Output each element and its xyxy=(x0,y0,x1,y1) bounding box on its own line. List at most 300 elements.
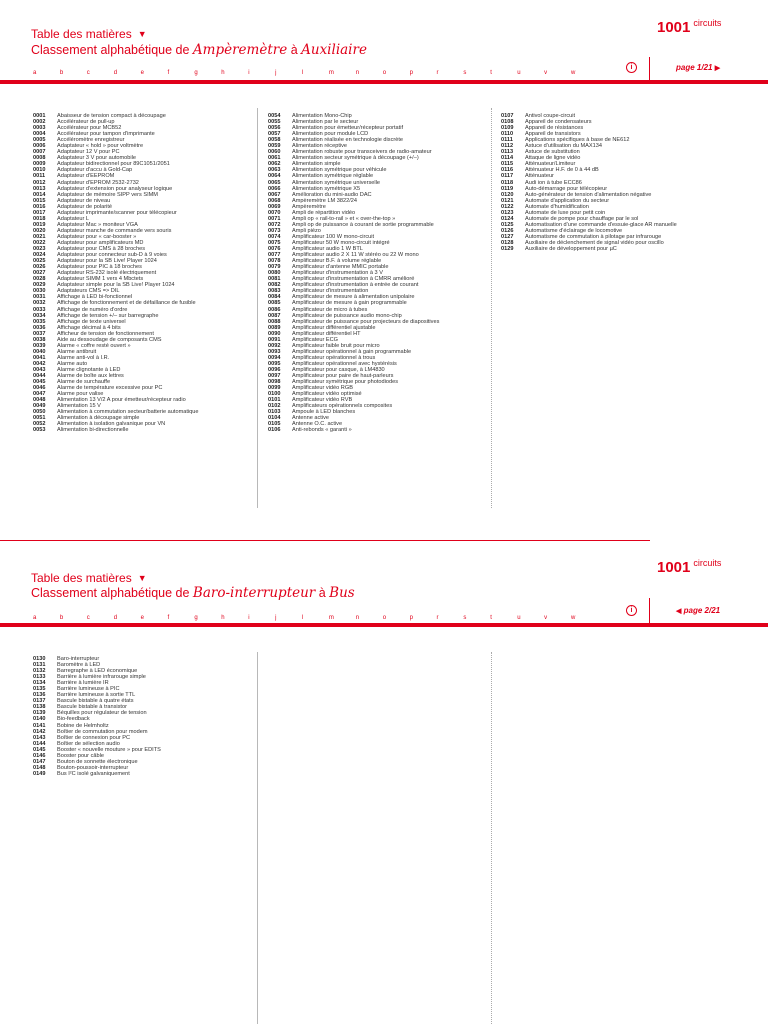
entry-title: Alimentation symétrique X5 xyxy=(292,185,361,192)
entry-number: 0096 xyxy=(268,366,281,373)
letter-link-m[interactable]: m xyxy=(328,615,334,621)
entry-number: 0053 xyxy=(33,427,46,434)
entry-number: 0123 xyxy=(501,209,514,216)
entry-title: Adaptateur 12 V pour PC xyxy=(57,149,120,156)
prev-page-icon[interactable]: ◀ xyxy=(676,608,682,615)
entry-number: 0003 xyxy=(33,125,46,132)
entry-number: 0073 xyxy=(268,227,281,234)
entry-title: Automatisme de commutation à pilotage par infrarouge xyxy=(525,233,662,240)
entry-title: Barrière à lumière IR xyxy=(57,680,109,687)
entry-title: Affichage décimal à 4 bits xyxy=(57,324,121,331)
entry-number: 0028 xyxy=(33,276,46,283)
entry-title: Antenne active xyxy=(292,415,330,422)
letter-link-m[interactable]: m xyxy=(328,70,334,76)
letter-link-r[interactable]: r xyxy=(436,70,439,76)
entry-number: 0051 xyxy=(33,415,46,422)
entry-number: 0040 xyxy=(33,348,46,355)
next-page-icon[interactable]: ▶ xyxy=(714,65,721,72)
entry-title: Alarme antibruit xyxy=(57,348,97,355)
entry-title: Alimentation simple xyxy=(292,161,341,168)
brand-sup: circuits xyxy=(693,18,722,28)
entry-number: 0115 xyxy=(501,161,514,168)
caret-down-icon[interactable]: ▼ xyxy=(137,29,147,39)
entry-title: Affichage de texte universel xyxy=(57,318,126,325)
letter-link-p[interactable]: p xyxy=(409,70,413,76)
entry-title: Bobine de Helmholtz xyxy=(57,722,109,729)
entry-title: Amplificateur vidéo optimisé xyxy=(292,391,362,398)
entry-number: 0038 xyxy=(33,336,46,343)
entry-title: Adaptateur Mac » moniteur VGA xyxy=(57,221,138,228)
entry-number: 0130 xyxy=(33,656,46,662)
entry-title: Affichage à LED bi-fonctionnel xyxy=(57,294,133,301)
entry-number: 0035 xyxy=(33,318,46,325)
entry-title: Automate d'humidification xyxy=(525,203,589,210)
entry-number: 0131 xyxy=(33,662,46,669)
info-circle-icon[interactable]: i xyxy=(626,605,637,616)
entry-title: Aide au dessoudage de composants CMS xyxy=(57,336,162,343)
entry-number: 0025 xyxy=(33,258,46,265)
entry-number: 0052 xyxy=(33,421,46,428)
entry-number: 0044 xyxy=(33,373,46,380)
entry-number: 0024 xyxy=(33,252,46,259)
entry-title: Bascule bistable à quatre états xyxy=(57,698,134,705)
entry-number: 0077 xyxy=(268,252,281,259)
entry-number: 0117 xyxy=(501,173,514,180)
entry-number: 0075 xyxy=(268,239,281,246)
range-end: Bus xyxy=(329,585,355,601)
page-indicator[interactable] xyxy=(676,63,720,72)
entry-title: Adaptateurs CMS => DIL xyxy=(57,288,120,295)
entry-title: Amplificateur de puissance pour projecteurs de diapositives xyxy=(292,318,440,325)
entry-number: 0116 xyxy=(501,167,514,174)
entry-number: 0084 xyxy=(268,294,281,301)
entry-title: Appareil de condensateurs xyxy=(525,119,592,126)
entry-title: Ampli op « rail-to-rail » et « over-the-top » xyxy=(292,215,396,222)
entry-number: 0072 xyxy=(268,221,281,228)
toc-subtitle xyxy=(31,585,355,601)
entry-number: 0089 xyxy=(268,324,281,331)
entry-number: 0080 xyxy=(268,270,281,277)
entry-title: Accéléromètre enregistreur xyxy=(57,137,125,144)
entry-number: 0020 xyxy=(33,227,46,234)
entry-title: Appareil de résistances xyxy=(525,125,584,132)
entry-number: 0122 xyxy=(501,203,514,210)
subtitle-mid: à xyxy=(287,43,302,57)
entry-number: 0032 xyxy=(33,300,46,307)
entry-number: 0004 xyxy=(33,131,46,138)
entry-title: Auxiliaire de développement pour µC xyxy=(525,246,617,253)
entry-title: Alimentation symétrique pour véhicule xyxy=(292,167,387,174)
entry-number: 0062 xyxy=(268,161,281,168)
entry-title: Boîtier de connexion pour PC xyxy=(57,734,131,741)
entry-title: Adaptateur de niveau xyxy=(57,197,111,204)
letter-link-u[interactable]: u xyxy=(517,70,521,76)
header-band xyxy=(0,623,768,627)
entry-number: 0132 xyxy=(33,668,46,675)
range-end: Auxiliaire xyxy=(301,42,367,58)
entry-title: Atténuateur xyxy=(525,173,554,180)
entry-title: Barregraphe à LED économique xyxy=(57,668,138,675)
entry-title: Amélioration du mini-audio DAC xyxy=(292,191,372,198)
header-divider xyxy=(649,57,650,81)
letter-link-p[interactable]: p xyxy=(409,615,413,621)
entry-title: Amplificateur pour paire de haut-parleurs xyxy=(292,373,394,380)
entry-title: Adaptateur d'EEPROM xyxy=(57,173,115,180)
entry-title: Alimentation pour émetteur/récepteur portatif xyxy=(292,125,404,132)
letter-link-h[interactable]: h xyxy=(221,70,225,76)
toc-title-text: Table des matières xyxy=(31,571,132,585)
entry-number: 0119 xyxy=(501,185,514,192)
entry-title: Alimentation à découpage simple xyxy=(57,415,140,422)
entry-title: Auxiliaire de déclenchement de signal vidéo pour oscillo xyxy=(525,239,664,246)
entry-title: Adaptateur pour amplificateurs MD xyxy=(57,239,144,246)
entry-title: Bus I²C isolé galvaniquement xyxy=(57,770,130,777)
entry-number: 0042 xyxy=(33,360,46,367)
entry-number: 0021 xyxy=(33,233,46,240)
entry-number: 0016 xyxy=(33,203,46,210)
letter-link-b[interactable]: b xyxy=(59,615,64,621)
entry-number: 0091 xyxy=(268,336,281,343)
letter-link-f[interactable]: f xyxy=(167,615,170,621)
entry-number: 0019 xyxy=(33,221,46,228)
entry-number: 0128 xyxy=(501,239,514,246)
letter-link-i[interactable]: i xyxy=(248,615,250,621)
caret-down-icon[interactable]: ▼ xyxy=(137,573,147,583)
entry-number: 0023 xyxy=(33,246,46,253)
entry-number: 0018 xyxy=(33,215,46,222)
entry-title: Affichage de fonctionnement et de défaillance de fusible xyxy=(57,300,196,307)
letter-link-d[interactable]: d xyxy=(113,70,118,76)
entry-number: 0093 xyxy=(268,348,281,355)
entry-number: 0135 xyxy=(33,686,46,693)
entry-number: 0090 xyxy=(268,330,281,337)
entry-title: Alarme anti-vol à I.R. xyxy=(57,354,110,361)
entry-title: Alimentation réalisée en technologie discrète xyxy=(292,137,404,144)
entry-number: 0124 xyxy=(501,215,514,222)
letter-link-g[interactable]: g xyxy=(194,70,198,76)
entry-number: 0109 xyxy=(501,125,514,132)
entry-number: 0125 xyxy=(501,221,514,228)
entry-number: 0107 xyxy=(501,113,514,119)
brand-logo xyxy=(657,558,721,576)
entry-number: 0105 xyxy=(268,421,281,428)
letter-link-e[interactable]: e xyxy=(140,70,144,76)
entry-title: Alarme de boîte aux lettres xyxy=(57,373,124,380)
entry-title: Adaptateur de mémoire SIPP vers SIMM xyxy=(57,191,158,198)
entry-title: Boîtier de commutation pour modem xyxy=(57,728,148,735)
entry-number: 0069 xyxy=(268,203,281,210)
entry-title: Alimentation réceptive xyxy=(292,143,348,150)
entry-title: Affichage de tension +/– sur barregraphe xyxy=(57,312,159,319)
entry-number: 0137 xyxy=(33,698,46,705)
entry-number: 0078 xyxy=(268,258,281,265)
subtitle-prefix: Classement alphabétique de xyxy=(31,586,193,600)
entry-title: Auto-démarrage pour télécopieur xyxy=(525,185,608,192)
entry-title: Alimentation bi-directionnelle xyxy=(57,427,129,434)
entry-number: 0112 xyxy=(501,143,514,150)
entry-title: Accélérateur pour tampon d'imprimante xyxy=(57,131,155,138)
entry-number: 0092 xyxy=(268,342,281,349)
entry-number: 0043 xyxy=(33,366,46,373)
info-circle-icon[interactable]: i xyxy=(626,62,637,73)
entry-title: Amplificateur B.F. à volume réglable xyxy=(292,258,382,265)
entry-title: Abaisseur de tension compact à découpage xyxy=(57,113,166,119)
entry-number: 0133 xyxy=(33,674,46,681)
letter-link-f[interactable]: f xyxy=(167,70,170,76)
entry-number: 0146 xyxy=(33,752,46,759)
entry-title: Alimentation 15 V xyxy=(57,403,101,410)
entry-number: 0041 xyxy=(33,354,46,361)
entry-title: Alimentation Mono-Chip xyxy=(292,113,352,119)
entry-title: Boîtier de sélection audio xyxy=(57,740,120,747)
entry-number: 0136 xyxy=(33,692,46,699)
entry-number: 0063 xyxy=(268,167,281,174)
entry-number: 0047 xyxy=(33,391,46,398)
letter-link-n[interactable]: n xyxy=(355,615,360,621)
entry-title: Affichage de numéro d'ordre xyxy=(57,306,128,313)
entry-title: Appareil de transistors xyxy=(525,131,581,138)
letter-link-o[interactable]: o xyxy=(382,615,387,621)
letter-link-c[interactable]: c xyxy=(86,615,90,621)
entry-number: 0102 xyxy=(268,403,281,410)
entry-number: 0030 xyxy=(33,288,46,295)
entry-number: 0145 xyxy=(33,746,46,753)
entry-title: Adaptateur pour PIC à 18 broches xyxy=(57,264,142,271)
entry-title: Ampli de répartition vidéo xyxy=(292,209,356,216)
letter-link-l[interactable]: l xyxy=(302,615,304,621)
entry-number: 0026 xyxy=(33,264,46,271)
entry-title: Amplificateur opérationnel à trous xyxy=(292,354,376,361)
entry-number: 0005 xyxy=(33,137,46,144)
toc-title-text: Table des matières xyxy=(31,27,132,41)
entry-number: 0147 xyxy=(33,758,46,765)
entry-title: Bio-feedback xyxy=(57,716,90,723)
entry-number: 0144 xyxy=(33,740,46,747)
letter-link-v[interactable]: v xyxy=(544,70,548,76)
brand-logo xyxy=(657,18,721,36)
entry-number: 0066 xyxy=(268,185,281,192)
letter-link-c[interactable]: c xyxy=(86,70,90,76)
toc-entry[interactable] xyxy=(268,427,439,433)
letter-link-e[interactable]: e xyxy=(140,615,144,621)
entry-title: Amplificateur de mesure à alimentation unipolaire xyxy=(292,294,415,301)
entry-number: 0085 xyxy=(268,300,281,307)
entry-number: 0055 xyxy=(268,119,281,126)
entry-number: 0049 xyxy=(33,403,46,410)
subtitle-prefix: Classement alphabétique de xyxy=(31,43,193,57)
entry-title: Accélérateur de pull-up xyxy=(57,119,115,126)
entry-title: Antivol coupe-circuit xyxy=(525,113,576,119)
entry-number: 0099 xyxy=(268,385,281,392)
entry-title: Applications spécifiques à base de NE612 xyxy=(525,137,630,144)
column-divider-dotted xyxy=(491,652,492,1024)
entry-title: Adaptateur manche de commande vers souris xyxy=(57,227,172,234)
entry-number: 0086 xyxy=(268,306,281,313)
entry-number: 0095 xyxy=(268,360,281,367)
letter-link-w[interactable]: w xyxy=(571,70,576,76)
entry-number: 0070 xyxy=(268,209,281,216)
entry-number: 0031 xyxy=(33,294,46,301)
entry-number: 0079 xyxy=(268,264,281,271)
entry-title: Adaptateur d'EPROM 2532-2732 xyxy=(57,179,139,186)
entry-title: Alimentation symétrique réglable xyxy=(292,173,374,180)
entry-number: 0027 xyxy=(33,270,46,277)
brand-sup: circuits xyxy=(693,558,722,568)
entry-number: 0088 xyxy=(268,318,281,325)
letter-link-a[interactable]: a xyxy=(33,70,37,76)
entry-number: 0068 xyxy=(268,197,281,204)
entry-number: 0017 xyxy=(33,209,46,216)
entry-title: Adaptateur L xyxy=(57,215,90,222)
entry-title: Adaptateur d'extension pour analyseur logique xyxy=(57,185,173,192)
entry-title: Amplificateur audio 2 X 11 W stéréo ou 22 W mono xyxy=(292,252,419,259)
entry-number: 0140 xyxy=(33,716,46,723)
entry-number: 0048 xyxy=(33,397,46,404)
entry-number: 0113 xyxy=(501,149,514,156)
column-divider xyxy=(257,652,258,1024)
entry-number: 0111 xyxy=(501,137,513,144)
entry-number: 0138 xyxy=(33,704,46,711)
letter-link-h[interactable]: h xyxy=(221,615,225,621)
entry-title: Atténuateur H.F. de 0 à 44 dB xyxy=(525,167,599,174)
entry-title: Amplificateur différentiel ajustable xyxy=(292,324,376,331)
entry-number: 0012 xyxy=(33,179,46,186)
entry-title: Amplificateur opérationnel à gain programmable xyxy=(292,348,412,355)
entry-number: 0139 xyxy=(33,710,46,717)
entry-title: Afficheur de tension de fonctionnement xyxy=(57,330,154,337)
entry-title: Audi ion à tube ECC86 xyxy=(525,179,582,186)
entry-title: Amplificateur différentiel HT xyxy=(292,330,361,337)
entry-number: 0149 xyxy=(33,770,46,777)
entry-title: Alimentation pour module LCD xyxy=(292,131,369,138)
toc-title[interactable] xyxy=(31,27,147,41)
entry-title: Amplificateur pour casque, à LM4830 xyxy=(292,366,385,373)
toc-column-1 xyxy=(33,656,161,777)
entry-title: Amplificateur de mesure à gain programmable xyxy=(292,300,407,307)
letter-link-d[interactable]: d xyxy=(113,615,118,621)
toc-column-1 xyxy=(33,113,198,433)
entry-number: 0006 xyxy=(33,143,46,150)
letter-link-o[interactable]: o xyxy=(382,70,387,76)
entry-number: 0067 xyxy=(268,191,281,198)
entry-number: 0118 xyxy=(501,179,514,186)
entry-number: 0064 xyxy=(268,173,281,180)
entry-number: 0129 xyxy=(501,246,514,253)
letter-link-r[interactable]: r xyxy=(436,615,439,621)
toc-title[interactable] xyxy=(31,571,147,585)
letter-link-s[interactable]: s xyxy=(463,70,467,76)
entry-title: Alimentation secteur symétrique à découpage (+/–) xyxy=(292,155,419,162)
entry-title: Alarme pour valise xyxy=(57,391,104,398)
header-band xyxy=(0,80,768,84)
entry-title: Amplificateur d'antenne MMIC portable xyxy=(292,264,389,271)
entry-title: Adaptateur bidirectionnel pour 89C1051/2051 xyxy=(57,161,170,168)
entry-number: 0076 xyxy=(268,246,281,253)
toc-subtitle xyxy=(31,42,367,58)
entry-number: 0081 xyxy=(268,276,281,283)
entry-title: Booster pour câble xyxy=(57,752,104,759)
entry-number: 0087 xyxy=(268,312,281,319)
entry-title: Baromètre à LED xyxy=(57,662,101,669)
entry-number: 0013 xyxy=(33,185,46,192)
entry-number: 0059 xyxy=(268,143,281,150)
letter-link-v[interactable]: v xyxy=(544,615,548,621)
entry-title: Automate de pompe pour chauffage par le sol xyxy=(525,215,639,222)
letter-link-g[interactable]: g xyxy=(194,615,198,621)
letter-link-j[interactable]: j xyxy=(275,615,277,621)
entry-title: Amplificateur audio 1 W BTL xyxy=(292,246,363,253)
entry-title: Adaptateur SIMM 1 vers 4 Mbctets xyxy=(57,276,144,283)
entry-number: 0097 xyxy=(268,373,281,380)
letter-link-t[interactable]: t xyxy=(490,70,492,76)
entry-title: Alarme de température excessive pour PC xyxy=(57,385,163,392)
letter-link-b[interactable]: b xyxy=(59,70,64,76)
entry-number: 0056 xyxy=(268,125,281,132)
letter-link-s[interactable]: s xyxy=(463,615,467,621)
letter-link-a[interactable]: a xyxy=(33,615,37,621)
toc-entry[interactable] xyxy=(501,246,677,252)
entry-title: Alimentation par le secteur xyxy=(292,119,359,126)
entry-number: 0050 xyxy=(33,409,46,416)
entry-title: Adaptateur 3 V pour automobile xyxy=(57,155,136,162)
entry-number: 0008 xyxy=(33,155,46,162)
letter-link-n[interactable]: n xyxy=(355,70,360,76)
page-label: page 2/21 xyxy=(683,606,721,615)
entry-title: Adaptateur imprimante/scanner pour télécopieur xyxy=(57,209,177,216)
entry-number: 0001 xyxy=(33,113,46,119)
page-indicator[interactable] xyxy=(676,606,720,615)
entry-number: 0098 xyxy=(268,379,281,386)
letter-link-l[interactable]: l xyxy=(302,70,304,76)
entry-title: Amplificateur vidéo RGB xyxy=(292,385,353,392)
column-divider xyxy=(257,108,258,508)
entry-number: 0054 xyxy=(268,113,281,119)
entry-title: Auto-générateur de tension d'alimentation négative xyxy=(525,191,652,198)
range-start: Baro-interrupteur xyxy=(192,585,316,601)
entry-number: 0046 xyxy=(33,385,46,392)
entry-title: Barrière à lumière infrarouge simple xyxy=(57,674,146,681)
entry-number: 0058 xyxy=(268,137,281,144)
letter-link-t[interactable]: t xyxy=(490,615,492,621)
toc-entry[interactable] xyxy=(33,427,198,433)
entry-title: Amplificateurs opérationnels composites xyxy=(292,403,393,410)
entry-number: 0037 xyxy=(33,330,46,337)
toc-entry[interactable] xyxy=(33,771,161,777)
entry-number: 0011 xyxy=(33,173,46,180)
entry-title: Attaque de ligne vidéo xyxy=(525,155,581,162)
letter-link-w[interactable]: w xyxy=(571,615,576,621)
letter-link-u[interactable]: u xyxy=(517,615,521,621)
entry-title: Bascule bistable à transistor xyxy=(57,704,127,711)
entry-title: Automatisme d'éclairage de locomotive xyxy=(525,227,623,234)
entry-title: Alimentation à commutation secteur/batterie automatique xyxy=(57,409,199,416)
entry-title: Automate d'application du secteur xyxy=(525,197,610,204)
entry-title: Alarme auto xyxy=(57,360,88,367)
entry-title: Bouton-poussoir-interrupteur xyxy=(57,764,129,771)
entry-number: 0045 xyxy=(33,379,46,386)
letter-link-j[interactable]: j xyxy=(275,70,277,76)
entry-number: 0148 xyxy=(33,764,46,771)
entry-number: 0121 xyxy=(501,197,514,204)
toc-page-2 xyxy=(0,540,768,1024)
entry-title: Barrière lumineuse à sortie TTL xyxy=(57,692,136,699)
entry-title: Amplificateur ECG xyxy=(292,336,339,343)
header-divider xyxy=(649,598,650,624)
entry-number: 0039 xyxy=(33,342,46,349)
entry-title: Antenne O.C. active xyxy=(292,421,343,428)
entry-title: Adaptateur d'accu à Gold-Cap xyxy=(57,167,133,174)
letter-link-i[interactable]: i xyxy=(248,70,250,76)
